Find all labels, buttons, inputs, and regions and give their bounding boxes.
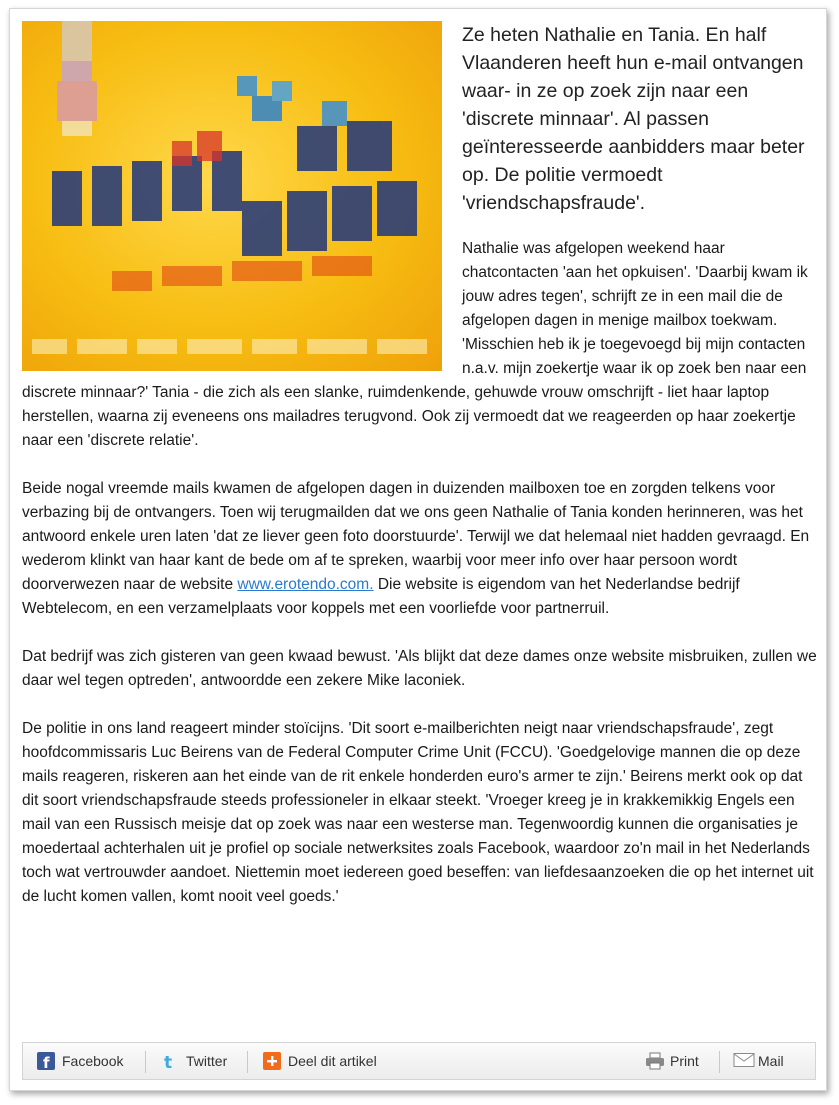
plus-icon bbox=[263, 1052, 281, 1070]
paragraph-2 bbox=[22, 477, 818, 621]
article-card bbox=[9, 8, 827, 1091]
facebook-icon bbox=[37, 1052, 55, 1070]
toolbar-divider bbox=[247, 1051, 248, 1073]
share-label: Deel dit artikel bbox=[288, 1053, 377, 1069]
twitter-icon bbox=[161, 1052, 179, 1070]
article-image bbox=[22, 21, 442, 371]
paragraph-4: De politie in ons land reageert minder stoïcijns. 'Dit soort e-mailberichten neigt naar vriendschapsfraude', zegt hoofdcommissaris Luc Beirens van de Federal Computer Crime Unit (FCCU). 'Goedgelovige mannen die op deze mails reageren, riskeren aan het einde van de rit enkele honderden euro's armer te zijn.' Beirens merkt ook op dat dit soort vriendschapsfraude steeds professioneler in elkaar steekt. 'Vroeger kreeg je in krakkemikkig Engels een mail van een Russisch meisje dat op zoek was naar een westerse man. Tegenwoordig kunnen die organisaties je moedertaal achterhalen uit je profiel op sociale netwerksites zoals Facebook, waardoor zo'n mail in het Nederlands toch wat vertrouwder aandoet. Niettemin moet iedereen goed beseffen: van liefdesaanzoeken die op het internet uit de lucht komen vallen, komt nooit veel goeds.' bbox=[22, 720, 814, 905]
print-label: Print bbox=[670, 1053, 699, 1069]
print-button[interactable] bbox=[645, 1043, 699, 1079]
erotendo-link[interactable]: www.erotendo.com. bbox=[237, 576, 374, 593]
facebook-button[interactable] bbox=[37, 1043, 123, 1079]
paragraph-2-text-before: Beide nogal vreemde mails kwamen de afgelopen dagen in duizenden mailboxen toe en zorgden telkens voor verbazing bij de ontvangers. Toen wij terugmailden dat we ons geen Nathalie of Tania konden herinneren, was het antwoord enkele uren laten 'dat ze liever geen foto doorstuurde'. Terwijl we dat helemaal niet hadden gevraagd. En wederom klinkt van haar kant de bede om af te spreken, waarbij voor meer info over haar persoon wordt doorverwezen naar de website bbox=[22, 480, 810, 593]
twitter-label: Twitter bbox=[186, 1053, 228, 1069]
mail-button[interactable] bbox=[733, 1043, 784, 1079]
share-toolbar bbox=[22, 1042, 816, 1080]
toolbar-divider bbox=[719, 1051, 720, 1073]
toolbar-divider bbox=[145, 1051, 146, 1073]
pixelated-ad-graphic bbox=[22, 21, 442, 371]
mail-label: Mail bbox=[758, 1053, 784, 1069]
twitter-button[interactable] bbox=[161, 1043, 227, 1079]
mail-icon bbox=[733, 1052, 751, 1070]
paragraph-1: Nathalie was afgelopen weekend haar chatcontacten 'aan het opkuisen'. 'Daarbij kwam ik jouw adres tegen', schrijft ze in een mail die de afgelopen dagen in menige mailbox toekwam. 'Misschien heb ik je toegevoegd bij mijn contacten n.a.v. mijn zoekertje waar ik op zoek ben naar een discrete minnaar?' Tania - die zich als een slanke, ruimdenkende, gehuwde vrouw omschrijft - liet haar laptop herstellen, waarna zij eveneens ons mailadres terugvond. Ook zij vermoedt dat we reageerden op haar zoekertje naar een 'discrete relatie'. bbox=[22, 240, 808, 449]
paragraph-3: Dat bedrijf was zich gisteren van geen kwaad bewust. 'Als blijkt dat deze dames onze website misbruiken, zullen we daar wel tegen optreden', antwoordde een zekere Mike laconiek. bbox=[22, 648, 817, 689]
article-body bbox=[22, 21, 818, 933]
svg-text:t: t bbox=[164, 1053, 173, 1070]
facebook-label: Facebook bbox=[62, 1053, 124, 1069]
printer-icon bbox=[645, 1052, 663, 1070]
article-lead: Ze heten Nathalie en Tania. En half Vlaanderen heeft hun e-mail ontvangen waar- in ze op zoek zijn naar een 'discrete minnaar'. Al passen geïnteresseerde aanbidders maar beter op. De politie vermoedt 'vriendschapsfraude'. bbox=[462, 24, 805, 214]
svg-text:f: f bbox=[43, 1054, 50, 1070]
share-article-button[interactable] bbox=[263, 1043, 377, 1079]
paragraph-2-text-after: Die website is eigendom van het Nederlandse bedrijf Webtelecom, en een verzamelplaats voor koppels met een voorliefde voor partnerruil. bbox=[22, 576, 740, 617]
